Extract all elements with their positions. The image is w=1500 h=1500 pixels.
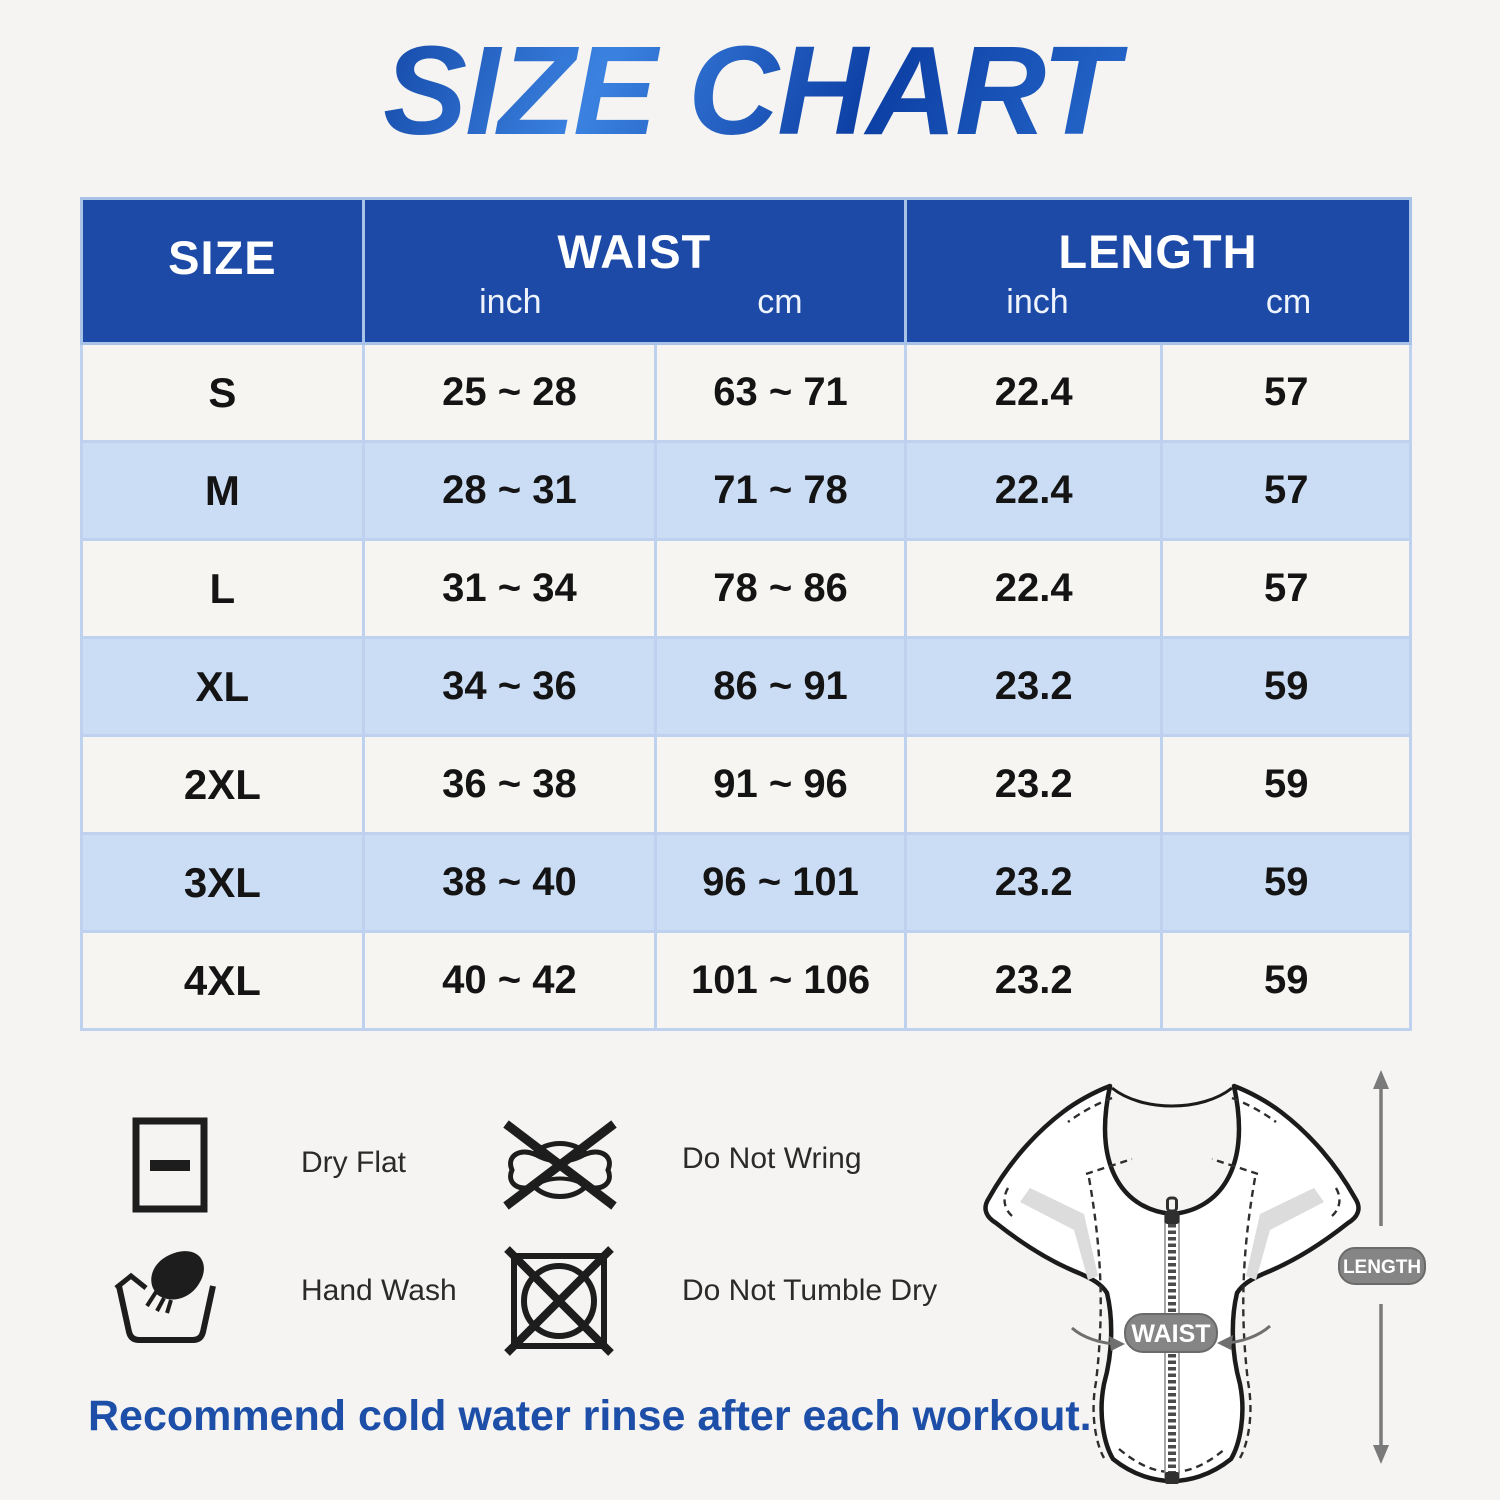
length-inch-cell: 23.2 <box>905 638 1161 736</box>
table-row <box>82 932 1411 1030</box>
size-cell: S <box>82 344 364 442</box>
header-waist <box>363 199 905 344</box>
hand-wash-icon <box>112 1244 224 1349</box>
length-badge-label: LENGTH <box>1342 1257 1422 1278</box>
care-label-hand-wash: Hand Wash <box>301 1274 457 1307</box>
waist-badge <box>1125 1314 1217 1352</box>
header-length <box>905 199 1410 344</box>
length-cm-cell: 57 <box>1162 344 1411 442</box>
length-inch-cell: 22.4 <box>905 344 1161 442</box>
table-row <box>82 442 1411 540</box>
waist-inch-cell: 25 ~ 28 <box>363 344 655 442</box>
length-inch-cell: 23.2 <box>905 932 1161 1030</box>
size-cell: 2XL <box>82 736 364 834</box>
length-badge <box>1339 1248 1425 1284</box>
dry-flat-icon <box>130 1116 210 1219</box>
length-cm-cell: 57 <box>1162 540 1411 638</box>
waist-cm-cell: 78 ~ 86 <box>656 540 906 638</box>
length-cm-cell: 59 <box>1162 834 1411 932</box>
header-waist-label: WAIST <box>557 225 712 278</box>
table-row <box>82 344 1411 442</box>
header-length-label: LENGTH <box>1058 225 1258 278</box>
back-neck-line <box>1112 1088 1232 1106</box>
waist-inch-cell: 38 ~ 40 <box>363 834 655 932</box>
waist-cm-cell: 101 ~ 106 <box>656 932 906 1030</box>
waist-inch-cell: 34 ~ 36 <box>363 638 655 736</box>
waist-inch-cell: 36 ~ 38 <box>363 736 655 834</box>
waist-cm-cell: 86 ~ 91 <box>656 638 906 736</box>
length-inch-cell: 23.2 <box>905 834 1161 932</box>
length-cm-cell: 59 <box>1162 736 1411 834</box>
length-cm-cell: 59 <box>1162 638 1411 736</box>
do-not-tumble-dry-icon <box>502 1244 616 1363</box>
care-label-do-not-wring: Do Not Wring <box>682 1142 862 1175</box>
header-length-cm: cm <box>1265 283 1312 321</box>
size-table <box>80 197 1412 1031</box>
length-inch-cell: 22.4 <box>905 442 1161 540</box>
waist-cm-cell: 71 ~ 78 <box>656 442 906 540</box>
waist-cm-cell: 96 ~ 101 <box>656 834 906 932</box>
header-waist-cm: cm <box>757 283 803 321</box>
waist-badge-label: WAIST <box>1131 1320 1211 1348</box>
length-cm-cell: 57 <box>1162 442 1411 540</box>
care-label-do-not-tumble-dry: Do Not Tumble Dry <box>682 1274 938 1307</box>
size-cell: L <box>82 540 364 638</box>
table-row <box>82 540 1411 638</box>
size-cell: M <box>82 442 364 540</box>
page-title: SIZE CHART <box>0 18 1500 163</box>
care-label-dry-flat: Dry Flat <box>301 1146 406 1179</box>
size-cell: 3XL <box>82 834 364 932</box>
header-size-label: SIZE <box>168 230 277 284</box>
header-waist-inch: inch <box>479 283 542 321</box>
waist-inch-cell: 28 ~ 31 <box>363 442 655 540</box>
size-cell: XL <box>82 638 364 736</box>
header-size <box>82 199 364 344</box>
waist-inch-cell: 31 ~ 34 <box>363 540 655 638</box>
do-not-wring-icon <box>498 1112 622 1219</box>
waist-cm-cell: 63 ~ 71 <box>656 344 906 442</box>
size-cell: 4XL <box>82 932 364 1030</box>
waist-inch-cell: 40 ~ 42 <box>363 932 655 1030</box>
footer-note: Recommend cold water rinse after each workout. <box>88 1392 1092 1440</box>
table-row <box>82 834 1411 932</box>
table-header-row <box>82 199 1411 344</box>
length-inch-cell: 23.2 <box>905 736 1161 834</box>
table-row <box>82 638 1411 736</box>
length-inch-cell: 22.4 <box>905 540 1161 638</box>
waist-cm-cell: 91 ~ 96 <box>656 736 906 834</box>
header-length-inch: inch <box>1006 283 1069 321</box>
table-row <box>82 736 1411 834</box>
length-cm-cell: 59 <box>1162 932 1411 1030</box>
